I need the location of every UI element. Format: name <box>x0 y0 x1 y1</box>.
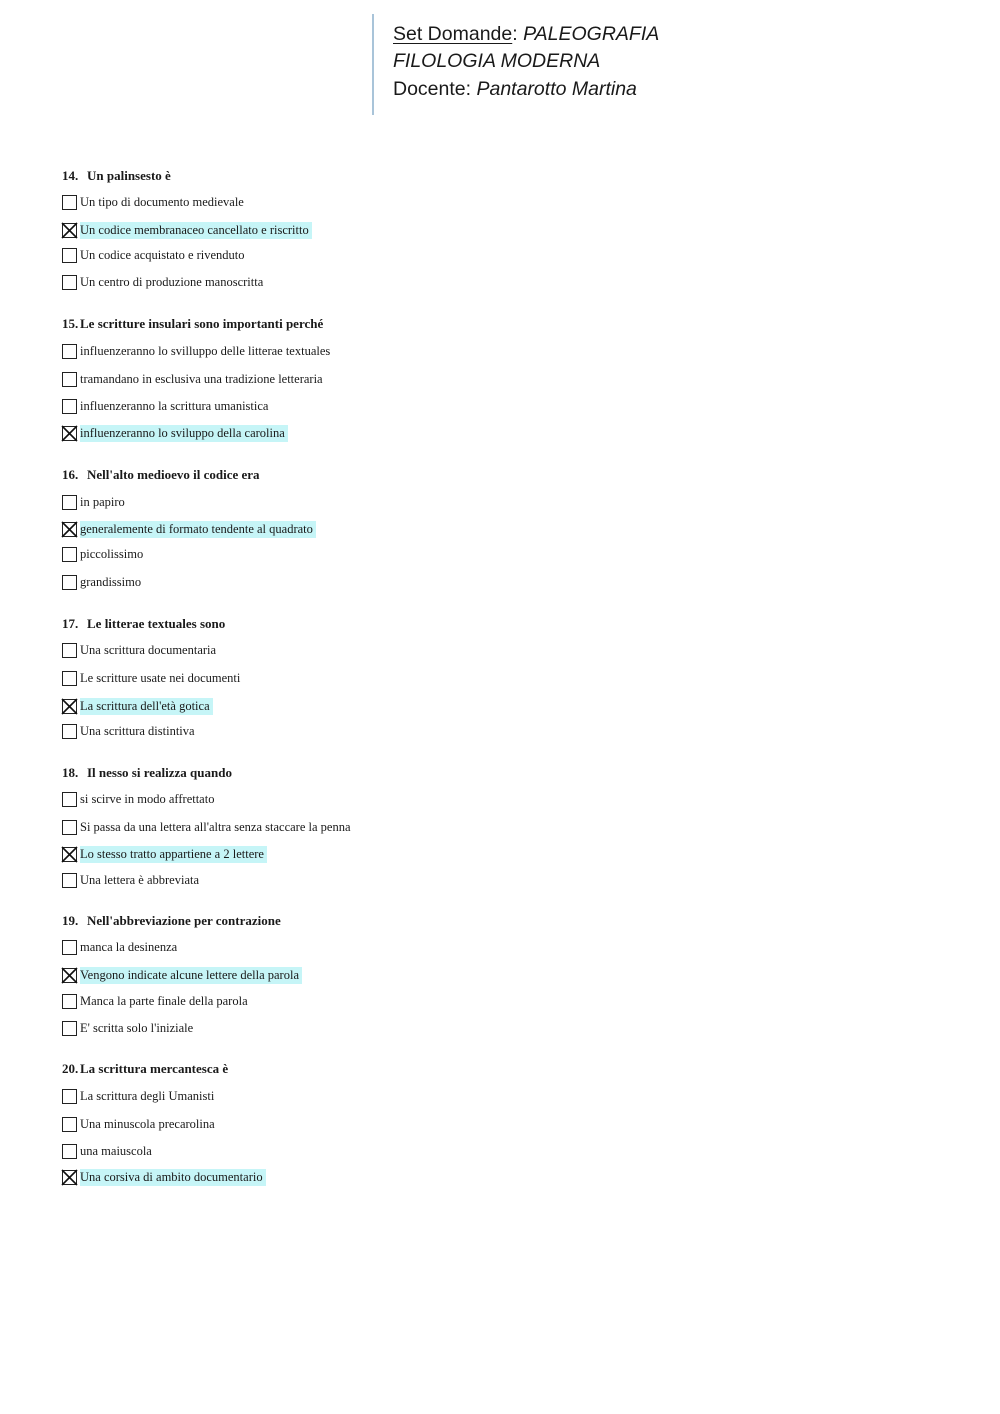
option-label: in papiro <box>80 495 125 509</box>
checkbox[interactable] <box>62 724 77 739</box>
checkbox[interactable] <box>62 1117 77 1132</box>
answer-option[interactable] <box>62 1117 582 1135</box>
x-mark-icon <box>61 967 78 984</box>
question-title <box>62 765 232 781</box>
question-text: Un palinsesto è <box>87 168 171 183</box>
checkbox[interactable] <box>62 344 77 359</box>
question-number: 20. <box>62 1061 79 1076</box>
answer-option[interactable] <box>62 724 582 742</box>
question-title <box>62 467 260 483</box>
answer-option[interactable] <box>62 820 582 838</box>
answer-option[interactable] <box>62 792 582 810</box>
checkbox[interactable] <box>62 643 77 658</box>
option-label: influenzeranno la scrittura umanistica <box>80 399 269 413</box>
checkbox[interactable] <box>62 399 77 414</box>
question-text: Il nesso si realizza quando <box>87 765 232 780</box>
option-label: Vengono indicate alcune lettere della parola <box>80 967 302 984</box>
checkbox[interactable] <box>62 195 77 210</box>
checkbox-checked[interactable] <box>62 1170 77 1185</box>
answer-option[interactable] <box>62 1170 582 1188</box>
x-mark-icon <box>61 222 78 239</box>
question-title <box>62 1061 228 1077</box>
set-domande-separator: : <box>512 23 518 45</box>
option-label: piccolissimo <box>80 547 144 561</box>
checkbox-checked[interactable] <box>62 426 77 441</box>
option-label: Manca la parte finale della parola <box>80 994 248 1008</box>
subject-title: PALEOGRAFIA <box>523 23 660 45</box>
checkbox[interactable] <box>62 940 77 955</box>
teacher-name: Pantarotto Martina <box>476 78 637 100</box>
x-mark-icon <box>61 521 78 538</box>
checkbox[interactable] <box>62 1144 77 1159</box>
answer-option[interactable] <box>62 195 582 213</box>
checkbox[interactable] <box>62 547 77 562</box>
checkbox[interactable] <box>62 792 77 807</box>
option-label: si scirve in modo affrettato <box>80 792 215 806</box>
option-label: una maiuscola <box>80 1144 152 1158</box>
answer-option[interactable] <box>62 399 582 417</box>
option-label: Le scritture usate nei documenti <box>80 671 241 685</box>
answer-option[interactable] <box>62 344 582 362</box>
answer-option[interactable] <box>62 275 582 293</box>
checkbox[interactable] <box>62 495 77 510</box>
question-number: 18. <box>62 765 79 780</box>
answer-option[interactable] <box>62 426 582 444</box>
checkbox[interactable] <box>62 248 77 263</box>
answer-option[interactable] <box>62 699 582 717</box>
question-number: 19. <box>62 913 79 928</box>
checkbox[interactable] <box>62 1089 77 1104</box>
x-mark-icon <box>61 846 78 863</box>
option-label: grandissimo <box>80 575 142 589</box>
answer-option[interactable] <box>62 968 582 986</box>
checkbox-checked[interactable] <box>62 522 77 537</box>
checkbox-checked[interactable] <box>62 847 77 862</box>
answer-option[interactable] <box>62 940 582 958</box>
checkbox[interactable] <box>62 671 77 686</box>
checkbox[interactable] <box>62 1021 77 1036</box>
answer-option[interactable] <box>62 1021 582 1039</box>
answer-option[interactable] <box>62 522 582 540</box>
checkbox[interactable] <box>62 372 77 387</box>
checkbox[interactable] <box>62 873 77 888</box>
answer-option[interactable] <box>62 248 582 266</box>
checkbox[interactable] <box>62 994 77 1009</box>
answer-option[interactable] <box>62 1144 582 1162</box>
checkbox-checked[interactable] <box>62 223 77 238</box>
question-title <box>62 616 225 632</box>
answer-option[interactable] <box>62 575 582 593</box>
question-number: 15. <box>62 316 79 331</box>
question-number: 14. <box>62 168 79 183</box>
page-header <box>372 14 734 115</box>
question-number: 16. <box>62 467 79 482</box>
option-label: influenzeranno lo svilluppo delle litterae textuales <box>80 344 331 358</box>
answer-option[interactable] <box>62 223 582 241</box>
answer-option[interactable] <box>62 994 582 1012</box>
option-label: manca la desinenza <box>80 940 178 954</box>
question-text: La scrittura mercantesca è <box>80 1061 229 1076</box>
option-label: Un tipo di documento medievale <box>80 195 244 209</box>
question-text: Le litterae textuales sono <box>87 616 226 631</box>
x-mark-icon <box>61 425 78 442</box>
option-label: Una minuscola precarolina <box>80 1117 215 1131</box>
option-label: La scrittura degli Umanisti <box>80 1089 215 1103</box>
option-label: Un codice acquistato e rivenduto <box>80 248 245 262</box>
course-name: FILOLOGIA MODERNA <box>393 50 601 72</box>
option-label: E' scritta solo l'iniziale <box>80 1021 194 1035</box>
answer-option[interactable] <box>62 671 582 689</box>
option-label: Un codice membranaceo cancellato e riscritto <box>80 222 312 239</box>
answer-option[interactable] <box>62 547 582 565</box>
answer-option[interactable] <box>62 643 582 661</box>
question-text: Nell'abbreviazione per contrazione <box>87 913 281 928</box>
checkbox[interactable] <box>62 820 77 835</box>
checkbox[interactable] <box>62 275 77 290</box>
checkbox-checked[interactable] <box>62 968 77 983</box>
option-label: Un centro di produzione manoscritta <box>80 275 264 289</box>
answer-option[interactable] <box>62 495 582 513</box>
question-title <box>62 168 171 184</box>
option-label: Una scrittura documentaria <box>80 643 217 657</box>
option-label: tramandano in esclusiva una tradizione letteraria <box>80 372 323 386</box>
checkbox-checked[interactable] <box>62 699 77 714</box>
option-label: Lo stesso tratto appartiene a 2 lettere <box>80 846 267 863</box>
question-text: Nell'alto medioevo il codice era <box>87 467 260 482</box>
option-label: Una lettera è abbreviata <box>80 873 200 887</box>
question-title <box>62 913 281 929</box>
option-label: Una corsiva di ambito documentario <box>80 1169 266 1186</box>
answer-option[interactable] <box>62 873 582 891</box>
option-label: Una scrittura distintiva <box>80 724 195 738</box>
answer-option[interactable] <box>62 1089 582 1107</box>
option-label: influenzeranno lo sviluppo della carolina <box>80 425 288 442</box>
question-title <box>62 316 323 332</box>
option-label: La scrittura dell'età gotica <box>80 698 213 715</box>
question-text: Le scritture insulari sono importanti perché <box>80 316 324 331</box>
answer-option[interactable] <box>62 372 582 390</box>
teacher-line <box>393 80 637 100</box>
checkbox[interactable] <box>62 575 77 590</box>
x-mark-icon <box>61 698 78 715</box>
answer-option[interactable] <box>62 847 582 865</box>
set-domande-line <box>393 25 659 45</box>
option-label: Si passa da una lettera all'altra senza staccare la penna <box>80 820 351 834</box>
option-label: generalemente di formato tendente al quadrato <box>80 521 316 538</box>
set-domande-label: Set Domande <box>393 23 513 45</box>
teacher-label: Docente: <box>393 78 472 100</box>
question-number: 17. <box>62 616 79 631</box>
x-mark-icon <box>61 1169 78 1186</box>
